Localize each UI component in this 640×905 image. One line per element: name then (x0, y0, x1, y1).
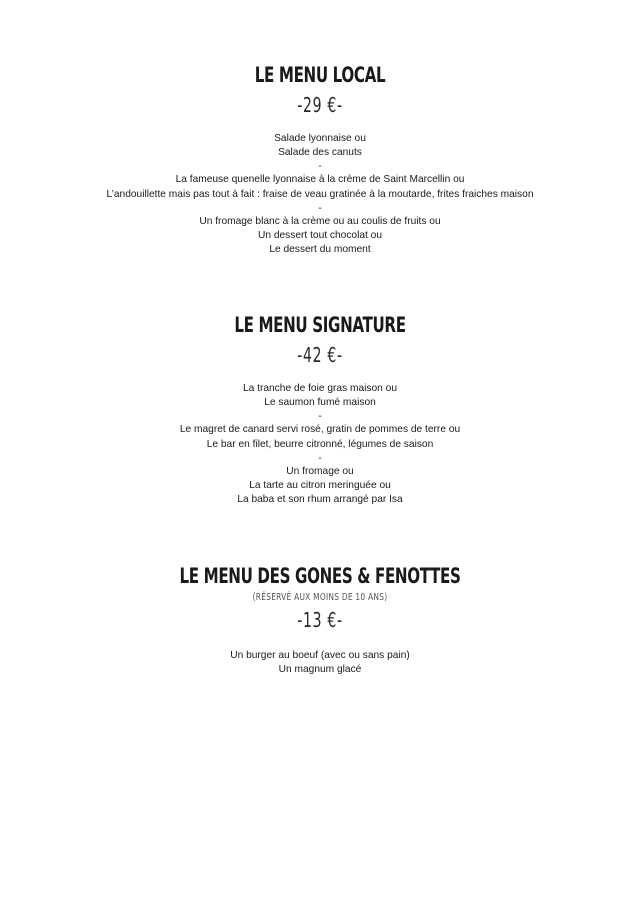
menu-items (0, 382, 640, 507)
menu-kids-section (0, 563, 640, 677)
menu-title: LE MENU LOCAL (254, 63, 386, 87)
menu-item: Le magret de canard servi rosé, gratin de pommes de terre ou (179, 424, 461, 436)
menu-item: Salade des canuts (278, 147, 362, 159)
menu-item: Salade lyonnaise ou (274, 133, 366, 144)
menu-item: La tarte au citron meringuée ou (249, 480, 391, 492)
menu-price: -42 €- (297, 343, 343, 367)
menu-items (0, 649, 640, 677)
menu-title: LE MENU SIGNATURE (234, 313, 406, 337)
menu-item: La baba et son rhum arrangé par Isa (237, 494, 403, 506)
course-separator: - (318, 161, 322, 173)
course-separator: - (318, 202, 322, 214)
menu-item: Un burger au boeuf (avec ou sans pain) (230, 650, 410, 661)
menu-items (0, 132, 640, 257)
menu-item: Un fromage ou (286, 465, 354, 477)
menu-item: Le dessert du moment (269, 244, 371, 256)
course-separator: - (318, 452, 322, 464)
menu-item: L’andouillette mais pas tout à fait : fraise de veau gratinée à la moutarde, frites fraiches maison (106, 188, 534, 200)
menu-item: La fameuse quenelle lyonnaise à la crème de Saint Marcellin ou (175, 174, 465, 186)
menu-local-section (0, 62, 640, 257)
menu-price: -13 €- (297, 608, 343, 632)
menu-signature-section (0, 312, 640, 507)
menu-item: Un magnum glacé (278, 664, 362, 676)
menu-item: Un dessert tout chocolat ou (257, 230, 383, 242)
course-separator: - (318, 411, 322, 423)
menu-item: Le bar en filet, beurre citronné, légumes de saison (206, 438, 434, 450)
menu-price: -29 €- (297, 93, 343, 117)
menu-title: LE MENU DES GONES & FENOTTES (179, 564, 461, 588)
menu-item: Un fromage blanc à la crème ou au coulis de fruits ou (199, 215, 441, 227)
menu-subtitle: (RÉSERVÉ AUX MOINS DE 10 ANS) (252, 592, 388, 603)
menu-item: La tranche de foie gras maison ou (242, 383, 398, 394)
menu-item: Le saumon fumé maison (264, 397, 376, 409)
